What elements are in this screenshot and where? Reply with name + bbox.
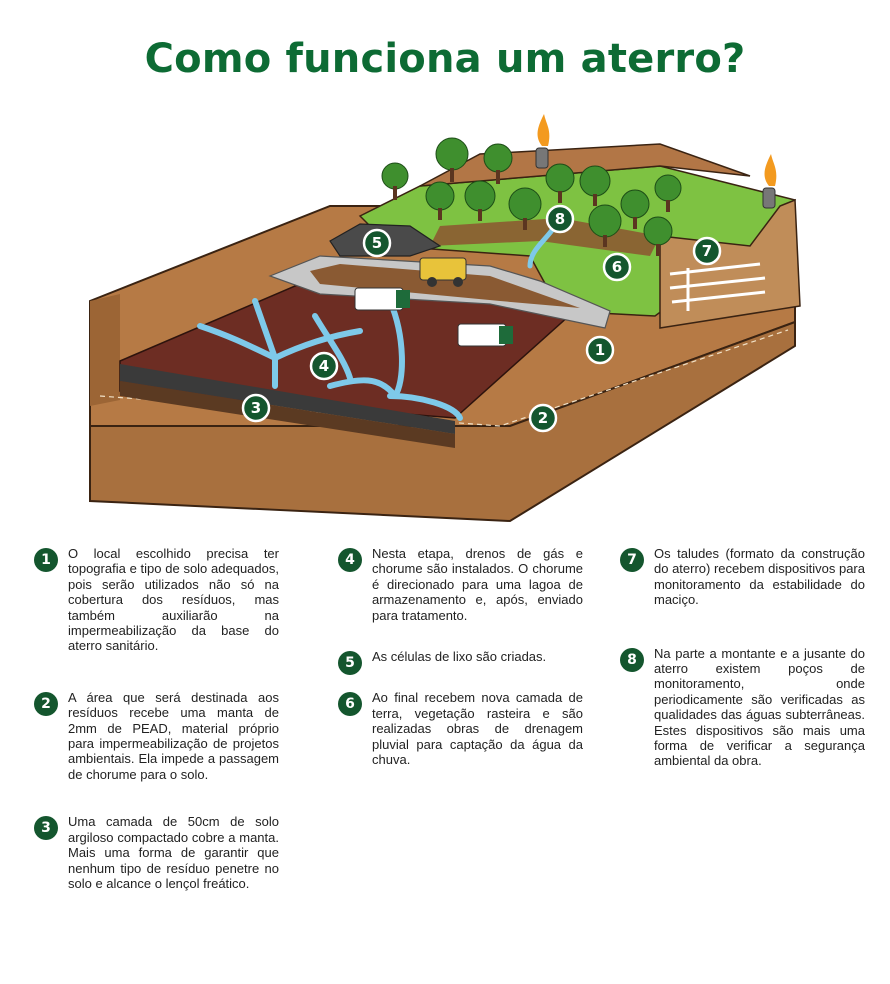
step-number: 6 bbox=[338, 692, 362, 716]
step-number: 1 bbox=[34, 548, 58, 572]
step-text: Na parte a montante e a jusante do aterro existem poços de monitoramento, onde periodicamente são verificadas as qualidades das águas subterrâneas. Estes dispositivos são mais uma forma de verificar a segurança ambiental da obra. bbox=[654, 645, 865, 769]
step-text: O local escolhido precisa ter topografia e tipo de solo adequados, pois serão utilizados não só na cobertura dos resíduos, mas também auxiliarão na impermeabilização da base do aterro sanitário. bbox=[68, 546, 279, 654]
svg-text:3: 3 bbox=[250, 399, 262, 417]
step-text: A área que será destinada aos resíduos recebe uma manta de 2mm de PEAD, material próprio para impermeabilização de projetos ambientais. Ela impede a passagem de chorume para o solo. bbox=[68, 689, 279, 782]
svg-text:1: 1 bbox=[594, 341, 606, 359]
step-number: 2 bbox=[34, 692, 58, 716]
steps-column-1 bbox=[34, 546, 279, 891]
step-number: 4 bbox=[338, 548, 362, 572]
step-number: 5 bbox=[338, 651, 362, 675]
step-number: 7 bbox=[620, 548, 644, 572]
step-3 bbox=[34, 814, 279, 891]
step-number: 3 bbox=[34, 816, 58, 840]
landfill-diagram bbox=[60, 96, 830, 526]
step-text: Ao final recebem nova camada de terra, vegetação rasteira e são realizadas obras de drenagem pluvial para captação da água da chuva. bbox=[372, 690, 583, 768]
step-text: Uma camada de 50cm de solo argiloso compactado cobre a manta. Mais uma forma de garantir que nenhum tipo de resíduo penetre no solo e alcance o lençol freático. bbox=[68, 814, 279, 891]
svg-text:5: 5 bbox=[371, 234, 383, 252]
map-marker-5 bbox=[364, 230, 390, 256]
svg-text:7: 7 bbox=[701, 242, 713, 260]
step-text: As células de lixo são criadas. bbox=[372, 649, 547, 665]
svg-text:8: 8 bbox=[554, 210, 566, 228]
map-marker-4 bbox=[311, 353, 337, 379]
map-marker-1 bbox=[587, 337, 613, 363]
page-title: Como funciona um aterro? bbox=[144, 36, 746, 82]
step-text: Os taludes (formato da construção do aterro) recebem dispositivos para monitoramento da estabilidade do maciço. bbox=[654, 546, 865, 608]
step-number: 8 bbox=[620, 648, 644, 672]
steps-column-3 bbox=[620, 546, 865, 769]
step-4 bbox=[338, 546, 583, 623]
step-6 bbox=[338, 690, 583, 767]
steps-column-2 bbox=[338, 546, 583, 767]
map-marker-6 bbox=[604, 254, 630, 280]
step-1 bbox=[34, 546, 279, 654]
map-marker-7 bbox=[694, 238, 720, 264]
step-5 bbox=[338, 649, 583, 672]
svg-text:4: 4 bbox=[318, 357, 330, 375]
svg-text:2: 2 bbox=[537, 409, 549, 427]
map-marker-8 bbox=[547, 206, 573, 232]
step-8 bbox=[620, 646, 865, 769]
map-marker-3 bbox=[243, 395, 269, 421]
step-2 bbox=[34, 690, 279, 782]
map-marker-2 bbox=[530, 405, 556, 431]
svg-text:6: 6 bbox=[611, 258, 623, 276]
step-7 bbox=[620, 546, 865, 608]
step-text: Nesta etapa, drenos de gás e chorume são instalados. O chorume é direcionado para uma lagoa de armazenamento e, após, enviado para tratamento. bbox=[372, 546, 583, 623]
